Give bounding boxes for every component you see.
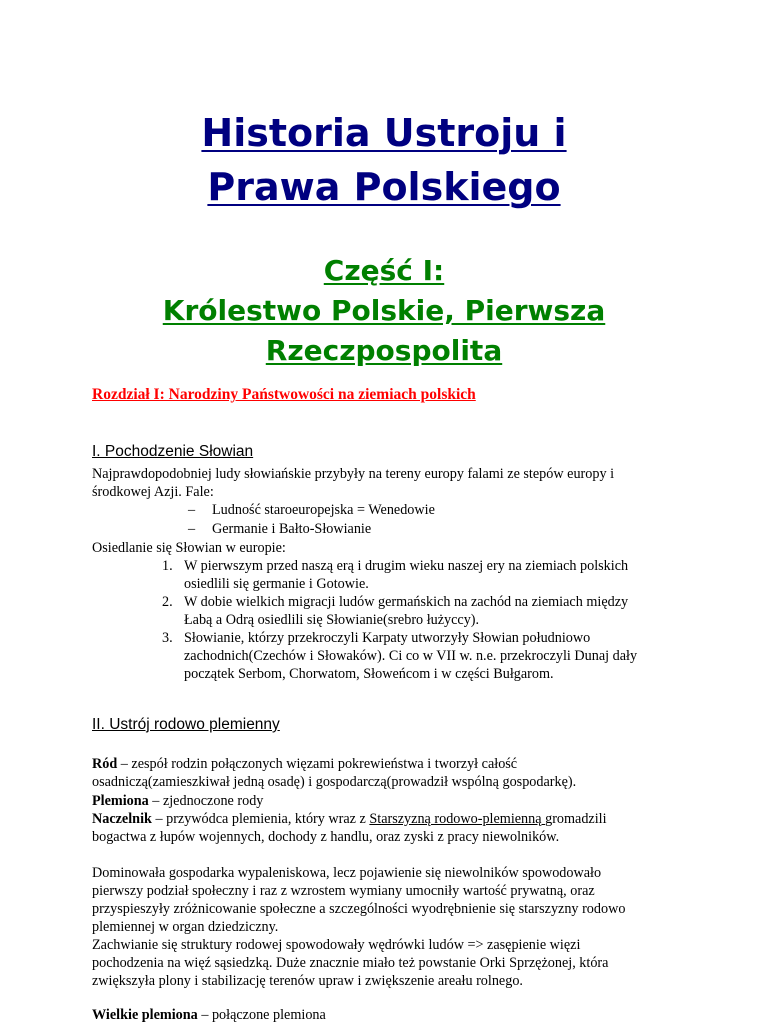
dash-item-text: Germanie i Bałto-Słowianie <box>212 521 372 537</box>
paragraph-line: plemiennej w organ dziedziczny. <box>92 919 279 935</box>
item-text: Słowianie, którzy przekroczyli Karpaty utworzyły Słowian południowo <box>184 630 591 646</box>
item-text: Łabą a Odrą osiedlili się Słowianie(srebro łużyccy). <box>184 612 480 628</box>
dash-bullet: – <box>188 502 196 518</box>
item-number: 3. <box>162 630 173 646</box>
definition-text: gromadzili <box>545 811 607 827</box>
item-text: zachodnich(Czechów i Słowaków). Ci co w VII w. n.e. przekroczyli Dunaj dały <box>184 648 638 664</box>
settlement-intro: Osiedlanie się Słowian w europie: <box>92 540 286 556</box>
paragraph-line: pochodzenia na więź sąsiedzką. Duże znacznie miało też powstanie Orki Sprzężonej, która <box>92 955 609 971</box>
part-title-line-1: Część I: <box>323 254 445 287</box>
definition-text: – połączone plemiona <box>197 1007 326 1023</box>
item-text: W pierwszym przed naszą erą i drugim wieku naszej ery na ziemiach polskich <box>184 558 629 574</box>
section-heading-tribal: II. Ustrój rodowo plemienny <box>92 716 280 733</box>
paragraph-line: pierwszy podział społeczny i raz z wzrostem wymiany umocniły wartość prywatną, oraz <box>92 883 595 899</box>
item-text: W dobie wielkich migracji ludów germańskich na zachód na ziemiach między <box>184 594 629 610</box>
term-rod: Ród <box>92 756 118 772</box>
section-heading-origin: I. Pochodzenie Słowian <box>92 443 254 460</box>
intro-line-2: środkowej Azji. Fale: <box>92 484 214 500</box>
term-plemiona: Plemiona <box>92 793 149 809</box>
definition-rod-cont: osadniczą(zamieszkiwał jedną osadę) i gospodarczą(prowadził wspólną gospodarkę). <box>92 774 577 790</box>
document-title-line-1: Historia Ustroju i <box>201 111 567 155</box>
item-text: początek Serbom, Chorwatom, Słoweńcom i w części Bułgarom. <box>184 666 554 682</box>
definition-text: – zjednoczone rody <box>148 793 264 809</box>
definition-naczelnik <box>92 810 692 828</box>
definition-text: – zespół rodzin połączonych więzami pokrewieństwa i tworzył całość <box>117 756 518 772</box>
paragraph-line: Zachwianie się struktury rodowej spowodowały wędrówki ludów => zasępienie więzi <box>92 937 581 953</box>
definition-wielkie-plemiona <box>92 1006 692 1024</box>
intro-line-1: Najprawdopodobniej ludy słowiańskie przybyły na tereny europy falami ze stepów europy i <box>92 466 615 482</box>
underlined-phrase: Starszyzną rodowo-plemienną <box>369 811 546 827</box>
item-text: osiedlili się germanie i Gotowie. <box>184 576 369 592</box>
item-number: 2. <box>162 594 173 610</box>
chapter-heading: Rozdział I: Narodziny Państwowości na ziemiach polskich <box>92 386 476 403</box>
dash-item-text: Ludność staroeuropejska = Wenedowie <box>212 502 435 518</box>
paragraph-line: zwiększyła plony i stabilizację terenów upraw i zwiększenie areału rolnego. <box>92 973 523 989</box>
definition-rod <box>92 755 692 773</box>
definition-plemiona <box>92 792 692 810</box>
dash-bullet: – <box>188 521 196 537</box>
term-wielkie-plemiona: Wielkie plemiona <box>92 1007 198 1023</box>
item-number: 1. <box>162 558 173 574</box>
document-title-line-2: Prawa Polskiego <box>207 165 561 209</box>
definition-text: – przywódca plemienia, który wraz z <box>151 811 370 827</box>
paragraph-line: przyspieszyły zróżnicowanie społeczne a szczególności wyodrębnienie się starszyzny rodowo <box>92 901 626 917</box>
part-title-line-2: Królestwo Polskie, Pierwsza <box>162 294 606 327</box>
term-naczelnik: Naczelnik <box>92 811 152 827</box>
paragraph-line: Dominowała gospodarka wypaleniskowa, lecz pojawienie się niewolników spowodowało <box>92 865 602 881</box>
part-title-line-3: Rzeczpospolita <box>265 334 503 367</box>
definition-naczelnik-cont: bogactwa z łupów wojennych, dochody z handlu, oraz zyski z pracy niewolników. <box>92 829 560 845</box>
